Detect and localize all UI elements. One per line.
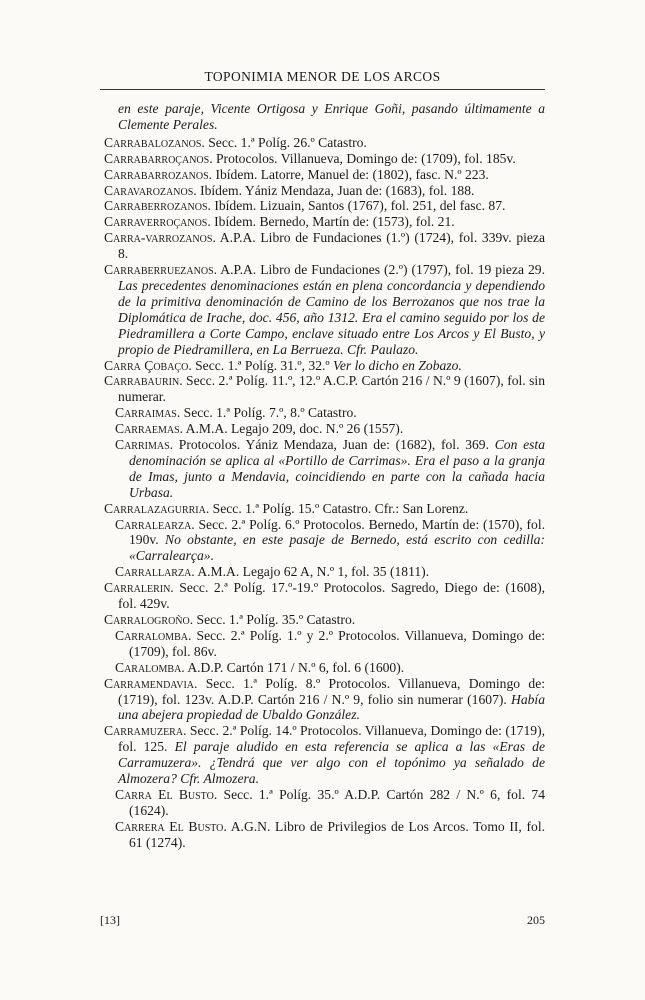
entry-reference: . Secc. 1.ª Políg. 26.º Catastro. xyxy=(201,134,367,150)
entry-reference: . Ibídem. Bernedo, Martín de: (1573), fol. 21. xyxy=(207,214,455,230)
entry-reference: . Secc. 2.ª Políg. 14.º Protocolos. Villanueva, Domingo de: (1719), fol. 125. xyxy=(118,723,545,755)
entry-commentary: No obstante, en este pasaje de Bernedo, está escrito con cedilla: «Carralearça». xyxy=(129,532,545,564)
toponym-entry xyxy=(104,612,545,628)
toponym-entry xyxy=(115,564,545,580)
toponym-entry xyxy=(104,373,545,405)
toponym-entry xyxy=(104,723,545,787)
toponym-entry xyxy=(104,580,545,612)
header-rule xyxy=(100,89,545,90)
toponym-headword: Carraemas xyxy=(115,421,180,437)
toponym-headword: Carrimas xyxy=(115,437,170,453)
toponym-entry xyxy=(104,167,545,183)
entry-commentary: Ver lo dicho en Zobazo. xyxy=(333,357,462,373)
toponym-headword: Carrabalozanos xyxy=(104,134,202,150)
entry-reference: . Protocolos. Villanueva, Domingo de: (1709), fol. 185v. xyxy=(209,150,516,166)
entry-reference: . A.D.P. Cartón 171 / N.º 6, fol. 6 (1600). xyxy=(181,659,405,675)
entries-list xyxy=(104,101,545,851)
entry-reference: . Secc. 2.ª Políg. 11.º, 12.º A.C.P. Cartón 216 / N.º 9 (1607), fol. sin numerar. xyxy=(118,373,545,405)
toponym-headword: Carralomba xyxy=(115,627,188,643)
footer-section-number: [13] xyxy=(100,913,120,927)
entry-reference: . A.P.A. Libro de Fundaciones (2.º) (1797), fol. 19 pieza 29. xyxy=(213,262,545,278)
entry-reference: . Secc. 2.ª Políg. 17.º-19.º Protocolos. Sagredo, Diego de: (1608), fol. 429v. xyxy=(118,580,545,612)
toponym-headword: Carralogroño xyxy=(104,612,190,627)
toponym-entry xyxy=(115,437,545,501)
entry-reference: . A.M.A. Legajo 209, doc. N.º 26 (1557). xyxy=(179,421,404,437)
entry-commentary: Las precedentes denominaciones están en plena concordancia y dependiendo de la primitiva denominación de Camino de los Berrozanos que nos trae la Diplomática de Irache, doc. 456, año 1312. Era el camino seguido por los de Piedramillera a Corte Campo, enclave situado entre Los Arcos y El Busto, y propio de Piedramillera, en La Berrueza. Cfr. Paulazo. xyxy=(118,277,545,357)
toponym-headword: Carra El Busto xyxy=(115,786,214,802)
toponym-entry xyxy=(115,405,545,421)
toponym-headword: Carralearza xyxy=(115,516,192,532)
entry-reference: . Secc. 2.ª Políg. 1.º y 2.º Protocolos. Villanueva, Domingo de: (1709), fol. 86v. xyxy=(129,627,545,659)
entry-commentary: en este paraje, Vicente Ortigosa y Enrique Goñi, pasando últimamente a Clemente Perales. xyxy=(118,101,545,132)
toponym-entry xyxy=(118,101,545,133)
toponym-entry xyxy=(115,819,545,851)
footer-page-number: 205 xyxy=(527,913,545,927)
entry-reference: . A.M.A. Legajo 62 A, N.º 1, fol. 35 (1811). xyxy=(191,564,430,580)
toponym-headword: Carra Çobaço xyxy=(104,357,189,373)
entry-commentary: Había una abejera propiedad de Ubaldo González. xyxy=(118,691,545,723)
toponym-headword: Carra-varrozanos xyxy=(104,230,213,246)
toponym-entry xyxy=(104,262,545,357)
toponym-entry xyxy=(115,517,545,565)
toponym-headword: Carraberruezanos xyxy=(104,262,214,278)
entry-reference: . Secc. 2.ª Políg. 6.º Protocolos. Bernedo, Martín de: (1570), fol. 190v. xyxy=(129,516,545,548)
toponym-headword: Carrabarroçanos xyxy=(104,150,210,166)
toponym-headword: Caralomba xyxy=(115,659,182,675)
entry-reference: . Secc. 1.ª Políg. 8.º Protocolos. Villanueva, Domingo de: (1719), fol. 123v. A.D.P. Cartón 216 / N.º 9, folio sin numerar (1607). xyxy=(118,675,545,707)
toponym-entry xyxy=(104,198,545,214)
toponym-entry xyxy=(104,183,545,199)
toponym-entry xyxy=(104,676,545,724)
entry-reference: . Ibídem. Yániz Mendaza, Juan de: (1683), fol. 188. xyxy=(193,182,475,198)
toponym-headword: Carrabaurin xyxy=(104,373,180,389)
toponym-entry xyxy=(104,501,545,517)
entry-commentary: Con esta denominación se aplica al «Portillo de Carrimas». Era el paso a la granja de Imas, junto a Mendavia, coincidiendo en parte con la cañada hacia Urbasa. xyxy=(129,437,545,500)
entry-commentary: El paraje aludido en esta referencia se aplica a las «Eras de Carramuzera». ¿Tendrá que ver algo con el topónimo ya señalado de Almozera? Cfr. Almozera. xyxy=(118,739,545,787)
entry-reference: . Secc. 1.ª Políg. 35.º Catastro. xyxy=(189,612,356,627)
entry-reference: . Ibídem. Lizuain, Santos (1767), fol. 251, del fasc. 87. xyxy=(207,198,506,214)
toponym-entry xyxy=(115,660,545,676)
toponym-entry xyxy=(115,628,545,660)
toponym-headword: Carralazagurria xyxy=(104,500,206,516)
toponym-headword: Carraverroçanos xyxy=(104,214,208,230)
entry-reference: . A.P.A. Libro de Fundaciones (1.º) (1724), fol. 339v. pieza 8. xyxy=(118,230,545,262)
entry-reference: . Secc. 1.ª Políg. 7.º, 8.º Catastro. xyxy=(176,405,357,421)
entry-reference: . Secc. 1.ª Políg. 15.º Catastro. Cfr.: San Lorenz. xyxy=(205,500,469,516)
toponym-headword: Carramendavia xyxy=(104,675,194,691)
toponym-entry xyxy=(104,135,545,151)
toponym-headword: Carraimas xyxy=(115,405,177,421)
toponym-headword: Carramuzera xyxy=(104,723,184,739)
entry-reference: . Secc. 1.ª Políg. 35.º A.D.P. Cartón 282 / N.º 6, fol. 74 (1624). xyxy=(129,786,546,818)
toponym-entry xyxy=(104,358,545,374)
toponym-headword: Carralerin xyxy=(104,580,171,596)
toponym-headword: Carraberrozanos xyxy=(104,198,208,214)
entry-reference: . A.G.N. Libro de Privilegios de Los Arcos. Tomo II, fol. 61 (1274). xyxy=(129,818,545,850)
entry-reference: . Protocolos. Yániz Mendaza, Juan de: (1682), fol. 369. xyxy=(169,437,495,453)
toponym-headword: Carrabarrozanos xyxy=(104,166,209,182)
toponym-headword: Caravarozanos xyxy=(104,182,194,198)
toponym-entry xyxy=(104,230,545,262)
running-header: TOPONIMIA MENOR DE LOS ARCOS xyxy=(204,69,441,84)
toponym-headword: Carrallarza xyxy=(115,564,192,580)
toponym-headword: Carrera El Busto xyxy=(115,818,224,834)
toponym-entry xyxy=(115,787,545,819)
toponym-entry xyxy=(104,151,545,167)
toponym-entry xyxy=(104,214,545,230)
entry-reference: . Secc. 1.ª Políg. 31.º, 32.º xyxy=(188,357,334,373)
entry-reference: . Ibídem. Latorre, Manuel de: (1802), fasc. N.º 223. xyxy=(208,166,489,182)
toponym-entry xyxy=(115,421,545,437)
